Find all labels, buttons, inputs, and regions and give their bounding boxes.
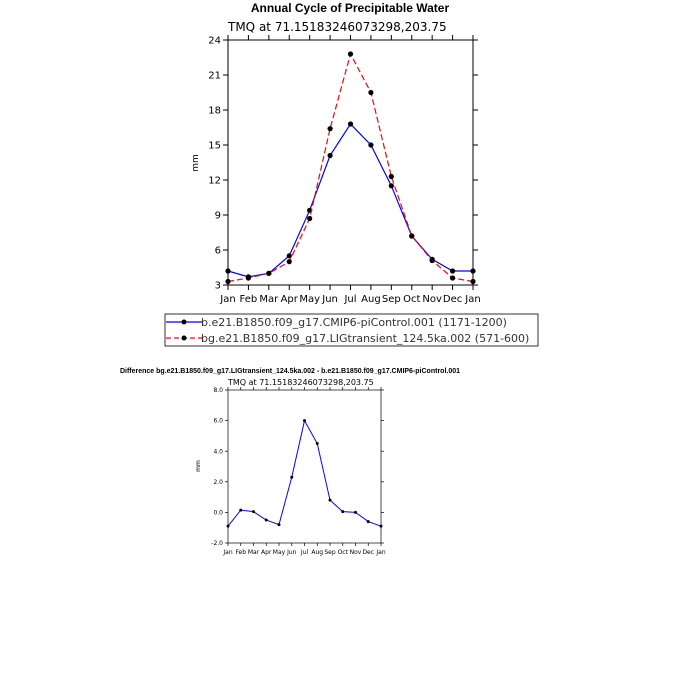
main-series-1-point — [470, 268, 475, 273]
main-series-2-point — [348, 51, 353, 56]
main-x-tick-label: May — [299, 294, 321, 305]
diff-series-1-point — [252, 510, 255, 513]
main-y-tick-label: 12 — [208, 175, 221, 187]
diff-x-tick-label: Oct — [337, 549, 348, 556]
main-y-tick-label: 6 — [214, 245, 221, 257]
diff-series-1-line — [228, 421, 381, 527]
main-series-2-point — [307, 216, 312, 221]
diff-x-tick-label: Jul — [300, 549, 309, 556]
diff-y-tick-label: 4.0 — [213, 448, 223, 456]
diff-series-1-point — [303, 419, 306, 422]
main-y-tick-label: 9 — [214, 210, 221, 222]
main-series-1-point — [225, 268, 230, 273]
diff-x-tick-label: Apr — [261, 549, 272, 556]
main-series-1-point — [348, 121, 353, 126]
main-y-tick-label: 18 — [208, 105, 221, 117]
main-plot-area — [208, 35, 480, 305]
diff-chart-title: Difference bg.e21.B1850.f09_g17.LIGtransient_124.5ka.002 - b.e21.B1850.f09_g17.CMIP6-piControl.001 — [119, 368, 461, 375]
main-series-2-point — [246, 275, 251, 280]
main-y-axis-label: mm — [191, 154, 201, 172]
main-x-tick-label: Mar — [259, 294, 279, 305]
main-series-2-point — [450, 275, 455, 280]
diff-y-tick-label: 2.0 — [213, 478, 223, 486]
diff-series-1-point — [290, 476, 293, 479]
diff-y-tick-label: 8.0 — [213, 387, 223, 395]
legend-label-series-2: bg.e21.B1850.f09_g17.LIGtransient_124.5ka.002 (571-600) — [201, 332, 530, 345]
main-series-2-point — [470, 279, 475, 284]
legend-label-series-1: b.e21.B1850.f09_g17.CMIP6-piControl.001 (1171-1200) — [201, 316, 507, 329]
diff-x-tick-label: Mar — [247, 549, 260, 556]
main-x-tick-label: Jan — [220, 294, 236, 305]
diff-y-tick-label: 0.0 — [213, 509, 223, 517]
main-series-2-point — [287, 259, 292, 264]
diff-series-1-point — [265, 519, 268, 522]
diff-plot-frame — [228, 390, 381, 543]
diff-series-1-point — [380, 525, 383, 528]
main-chart-subtitle: TMQ at 71.15183246073298,203.75 — [228, 20, 447, 34]
main-y-tick-label: 3 — [214, 280, 221, 292]
main-x-tick-label: Dec — [442, 294, 463, 305]
diff-y-tick-label: 6.0 — [213, 417, 223, 425]
main-series-1-point — [327, 153, 332, 158]
diff-plot-area — [211, 387, 386, 556]
diff-series-1-point — [239, 509, 242, 512]
diff-series-1-point — [367, 520, 370, 523]
main-x-tick-label: Oct — [403, 294, 421, 305]
diff-chart-subtitle: TMQ at 71.15183246073298,203.75 — [228, 378, 374, 387]
diff-y-tick-label: -2.0 — [211, 540, 223, 548]
diff-x-tick-label: Aug — [311, 549, 324, 556]
main-series-2-point — [368, 90, 373, 95]
main-x-tick-label: Feb — [239, 294, 258, 305]
main-series-2-point — [266, 271, 271, 276]
diff-x-tick-label: Jun — [287, 549, 297, 556]
main-series-1-line — [228, 124, 473, 277]
main-series-1-point — [450, 268, 455, 273]
main-series-1-point — [368, 142, 373, 147]
main-series-2-point — [430, 258, 435, 263]
diff-series-1-point — [329, 499, 332, 502]
legend-marker-series-1 — [182, 320, 187, 325]
diff-series-1-point — [354, 511, 357, 514]
main-x-tick-label: Aug — [361, 294, 381, 305]
diff-series-1-point — [278, 523, 281, 526]
main-y-tick-label: 21 — [208, 70, 221, 82]
main-series-1-point — [389, 183, 394, 188]
diff-x-tick-label: Sep — [324, 549, 336, 556]
main-series-2-point — [327, 126, 332, 131]
main-x-tick-label: Apr — [280, 294, 298, 305]
main-x-tick-label: Sep — [381, 294, 401, 305]
diff-series-1-point — [316, 442, 319, 445]
main-series-2-point — [409, 233, 414, 238]
main-y-tick-label: 15 — [208, 140, 221, 152]
main-x-tick-label: Jun — [322, 294, 338, 305]
legend-entry-series-2 — [166, 332, 529, 345]
main-legend — [165, 314, 538, 346]
diff-y-axis-label: mm — [195, 460, 202, 472]
diff-x-tick-label: Nov — [349, 549, 362, 556]
diff-x-tick-label: Feb — [235, 549, 247, 556]
main-series-2-line — [228, 54, 473, 282]
main-series-2-point — [389, 174, 394, 179]
main-series-2-point — [225, 279, 230, 284]
diff-x-tick-label: Jan — [223, 549, 233, 556]
main-x-tick-label: Nov — [422, 294, 442, 305]
main-chart-title: Annual Cycle of Precipitable Water — [250, 1, 450, 15]
diff-series-1-point — [341, 510, 344, 513]
diff-x-tick-label: Dec — [362, 549, 375, 556]
main-x-tick-label: Jul — [344, 294, 357, 305]
main-y-tick-label: 24 — [208, 35, 221, 47]
diff-series-1-point — [227, 525, 230, 528]
legend-entry-series-1 — [166, 316, 507, 329]
diff-x-tick-label: Jan — [376, 549, 386, 556]
main-plot-frame — [228, 40, 473, 285]
main-x-tick-label: Jan — [465, 294, 481, 305]
legend-marker-series-2 — [182, 336, 187, 341]
main-series-1-point — [287, 253, 292, 258]
diff-x-tick-label: May — [272, 549, 286, 556]
